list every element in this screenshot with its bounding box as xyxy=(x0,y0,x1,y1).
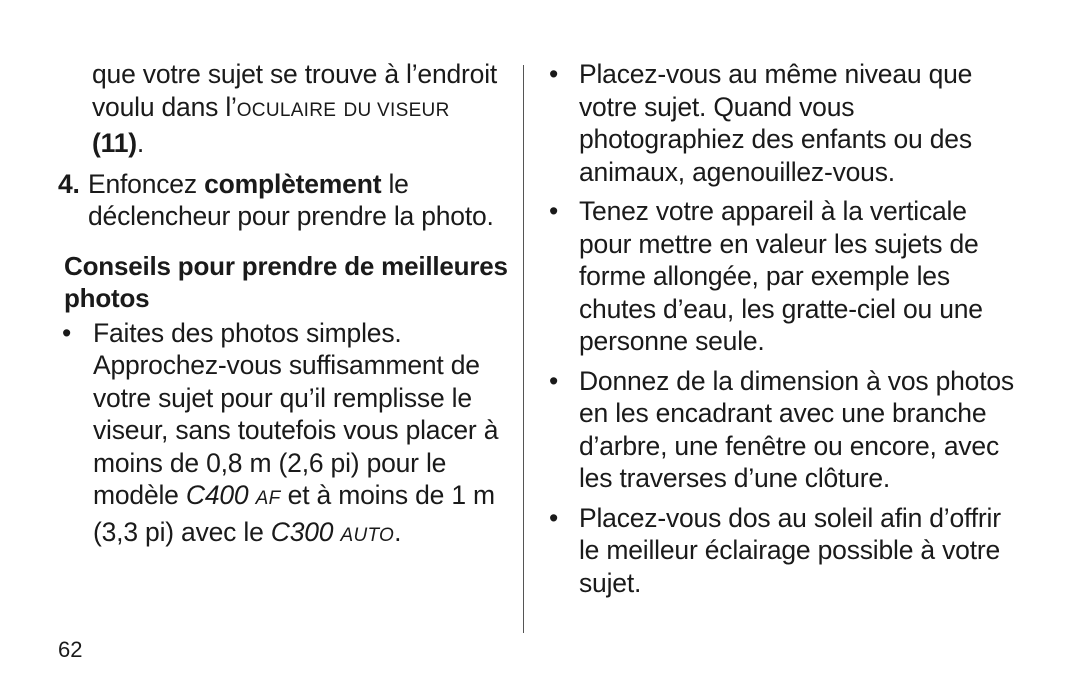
continuation-end: . xyxy=(136,128,145,158)
part-reference: (11) xyxy=(92,128,137,158)
model-c300: C300 xyxy=(270,516,334,547)
bullet-text xyxy=(93,317,508,553)
oculaire-term: OCULAIRE xyxy=(236,99,337,121)
bullet-text-part2: et à moins de 1 m (3,3 pi) avec le xyxy=(93,480,495,547)
step-text-pre: Enfoncez xyxy=(88,168,205,199)
step-text xyxy=(88,168,508,233)
tip-bullet xyxy=(545,502,1025,600)
bullet-mark: • xyxy=(549,196,559,226)
bullet-text-part3: . xyxy=(394,516,402,547)
right-column xyxy=(545,58,1025,606)
model-c400: C400 xyxy=(185,480,249,510)
bullet-text: Placez-vous au même niveau que votre sujet. Quand vous photographiez des enfants ou des animaux, agenouillez-vous. xyxy=(579,59,973,187)
bullet-mark: • xyxy=(549,502,559,533)
bullet-mark: • xyxy=(549,59,559,89)
bullet-text: Placez-vous dos au soleil afin d’offrir le meilleur éclairage possible à votre sujet. xyxy=(579,502,1001,598)
step-text-bold: complètement xyxy=(204,168,382,199)
step-text-post: le déclencheur pour prendre la photo. xyxy=(88,168,494,231)
tip-bullet xyxy=(545,195,1025,358)
tip-bullet xyxy=(58,317,508,553)
bullet-mark: • xyxy=(549,365,559,396)
continuation-paragraph xyxy=(58,58,508,160)
model-c400-suffix: AF xyxy=(255,488,281,509)
bullet-text: Tenez votre appareil à la verticale pour mettre en valeur les sujets de forme allongée, par exemple les chutes d’eau, les gratte-ciel ou une personne seule. xyxy=(579,196,983,356)
left-column xyxy=(58,58,508,559)
page-number: 62 xyxy=(58,637,83,662)
du-viseur-term: DU VISEUR xyxy=(343,99,450,121)
model-c300-suffix: AUTO xyxy=(340,524,395,546)
bullet-mark: • xyxy=(62,317,72,348)
column-divider xyxy=(523,65,524,633)
bullet-text-part1: Faites des photos simples. Approchez-vous suffisamment de votre sujet pour qu’il remplisse le viseur, sans toutefois vous placer à moins de 0,8 m (2,6 pi) pour le modèle xyxy=(93,317,499,510)
tip-bullet xyxy=(545,365,1025,495)
section-heading: Conseils pour prendre de meilleures photos xyxy=(64,250,508,313)
continuation-text: que votre sujet se trouve à l’endroit voulu dans l’ xyxy=(92,59,498,122)
tip-bullet xyxy=(545,58,1025,188)
step-number: 4. xyxy=(58,168,80,199)
step-4 xyxy=(58,168,508,233)
bullet-text: Donnez de la dimension à vos photos en les encadrant avec une branche d’arbre, une fenêtre ou encore, avec les traverses d’une clôture. xyxy=(579,365,1014,493)
